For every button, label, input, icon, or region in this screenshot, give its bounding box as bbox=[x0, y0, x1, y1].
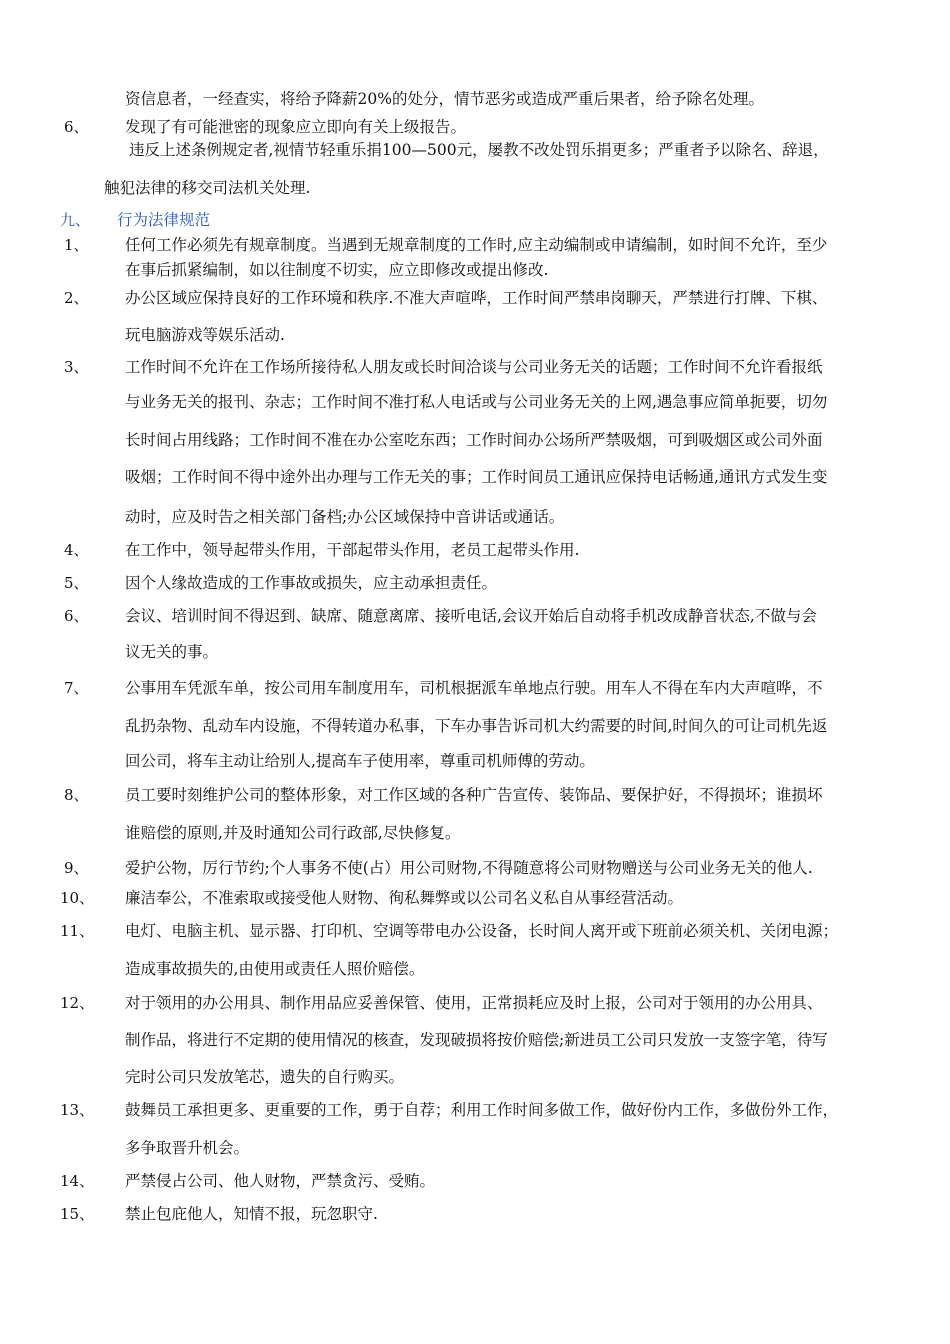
rule-number: 1、 bbox=[64, 236, 89, 254]
rule-number: 6、 bbox=[64, 607, 89, 625]
prev-item-6-text: 发现了有可能泄密的现象应立即向有关上级报告。 bbox=[125, 118, 467, 136]
rule-text-line: 与业务无关的报刊、杂志；工作时间不准打私人电话或与公司业务无关的上网,遇急事应简单扼要，切勿 bbox=[125, 393, 828, 411]
rule-text-line: 廉洁奉公，不准索取或接受他人财物、徇私舞弊或以公司名义私自从事经营活动。 bbox=[125, 889, 684, 907]
rule-text-line: 因个人缘故造成的工作事故或损失，应主动承担责任。 bbox=[125, 574, 498, 592]
rule-text-line: 严禁侵占公司、他人财物，严禁贪污、受贿。 bbox=[125, 1172, 436, 1190]
rule-text-line: 乱扔杂物、乱动车内设施，不得转道办私事，下车办事告诉司机大约需要的时间,时间久的可让司机先返 bbox=[125, 717, 828, 735]
violation-line-2: 触犯法律的移交司法机关处理. bbox=[104, 179, 311, 197]
rule-number: 10、 bbox=[60, 889, 95, 907]
section-number: 九、 bbox=[60, 211, 91, 229]
rule-number: 11、 bbox=[60, 922, 95, 940]
rule-number: 2、 bbox=[64, 289, 89, 307]
rule-text-line: 鼓舞员工承担更多、更重要的工作，勇于自荐；利用工作时间多做工作，做好份内工作，多做份外工作， bbox=[125, 1101, 839, 1119]
rule-text-line: 在事后抓紧编制，如以往制度不切实，应立即修改或提出修改. bbox=[125, 261, 549, 279]
rule-text-line: 会议、培训时间不得迟到、缺席、随意离席、接听电话,会议开始后自动将手机改成静音状态,不做与会 bbox=[125, 607, 817, 625]
rule-number: 7、 bbox=[64, 679, 89, 697]
continuation-line: 资信息者，一经查实，将给予降薪20%的处分，情节恶劣或造成严重后果者，给予除名处理。 bbox=[125, 90, 764, 108]
rule-text-line: 公事用车凭派车单，按公司用车制度用车，司机根据派车单地点行驶。用车人不得在车内大声喧哗，不 bbox=[125, 679, 823, 697]
rule-text-line: 完时公司只发放笔芯，遗失的自行购买。 bbox=[125, 1068, 405, 1086]
rule-text-line: 任何工作必须先有规章制度。当遇到无规章制度的工作时,应主动编制或申请编制，如时间不允许，至少 bbox=[125, 236, 828, 254]
rule-text-line: 动时，应及时告之相关部门备档;办公区域保持中音讲话或通话。 bbox=[125, 508, 565, 526]
rule-text-line: 禁止包庇他人，知情不报，玩忽职守. bbox=[125, 1205, 378, 1223]
rule-text-line: 议无关的事。 bbox=[125, 643, 219, 661]
rule-text-line: 工作时间不允许在工作场所接待私人朋友或长时间洽谈与公司业务无关的话题；工作时间不允许看报纸 bbox=[125, 358, 823, 376]
rule-number: 13、 bbox=[60, 1101, 95, 1119]
violation-line-1: 违反上述条例规定者,视情节轻重乐捐100—500元，屡教不改处罚乐捐更多；严重者予以除名、辞退， bbox=[129, 141, 829, 159]
rule-text-line: 爱护公物，厉行节约;个人事务不使(占）用公司财物,不得随意将公司财物赠送与公司业务无关的他人. bbox=[125, 859, 813, 877]
rule-number: 5、 bbox=[64, 574, 89, 592]
rule-text-line: 制作品，将进行不定期的使用情况的核查，发现破损将按价赔偿;新进员工公司只发放一支签字笔，待写 bbox=[125, 1031, 828, 1049]
section-title: 行为法律规范 bbox=[117, 211, 211, 229]
rule-text-line: 办公区域应保持良好的工作环境和秩序.不准大声喧哗，工作时间严禁串岗聊天，严禁进行打牌、下棋、 bbox=[125, 289, 828, 307]
rule-number: 12、 bbox=[60, 994, 95, 1012]
rule-text-line: 长时间占用线路；工作时间不准在办公室吃东西；工作时间办公场所严禁吸烟，可到吸烟区或公司外面 bbox=[125, 431, 823, 449]
rule-text-line: 吸烟；工作时间不得中途外出办理与工作无关的事；工作时间员工通讯应保持电话畅通,通讯方式发生变 bbox=[125, 468, 828, 486]
rule-text-line: 谁赔偿的原则,并及时通知公司行政部,尽快修复。 bbox=[125, 824, 461, 842]
rule-number: 8、 bbox=[64, 786, 89, 804]
rule-number: 4、 bbox=[64, 541, 89, 559]
rule-text-line: 回公司，将车主动让给别人,提高车子使用率，尊重司机师傅的劳动。 bbox=[125, 752, 595, 770]
rule-text-line: 玩电脑游戏等娱乐活动. bbox=[125, 326, 285, 344]
rule-text-line: 在工作中，领导起带头作用，干部起带头作用，老员工起带头作用. bbox=[125, 541, 580, 559]
rule-text-line: 多争取晋升机会。 bbox=[125, 1139, 250, 1157]
rule-number: 9、 bbox=[64, 859, 89, 877]
rule-text-line: 员工要时刻维护公司的整体形象，对工作区域的各种广告宣传、装饰品、要保护好，不得损坏；谁损坏 bbox=[125, 786, 823, 804]
prev-item-6-number: 6、 bbox=[64, 118, 89, 136]
rule-text-line: 电灯、电脑主机、显示器、打印机、空调等带电办公设备，长时间人离开或下班前必须关机、关闭电源； bbox=[125, 922, 839, 940]
rule-number: 14、 bbox=[60, 1172, 95, 1190]
rule-number: 15、 bbox=[60, 1205, 95, 1223]
rule-text-line: 造成事故损失的,由使用或责任人照价赔偿。 bbox=[125, 960, 425, 978]
rule-text-line: 对于领用的办公用具、制作用品应妥善保管、使用，正常损耗应及时上报，公司对于领用的办公用具、 bbox=[125, 994, 823, 1012]
rule-number: 3、 bbox=[64, 358, 89, 376]
